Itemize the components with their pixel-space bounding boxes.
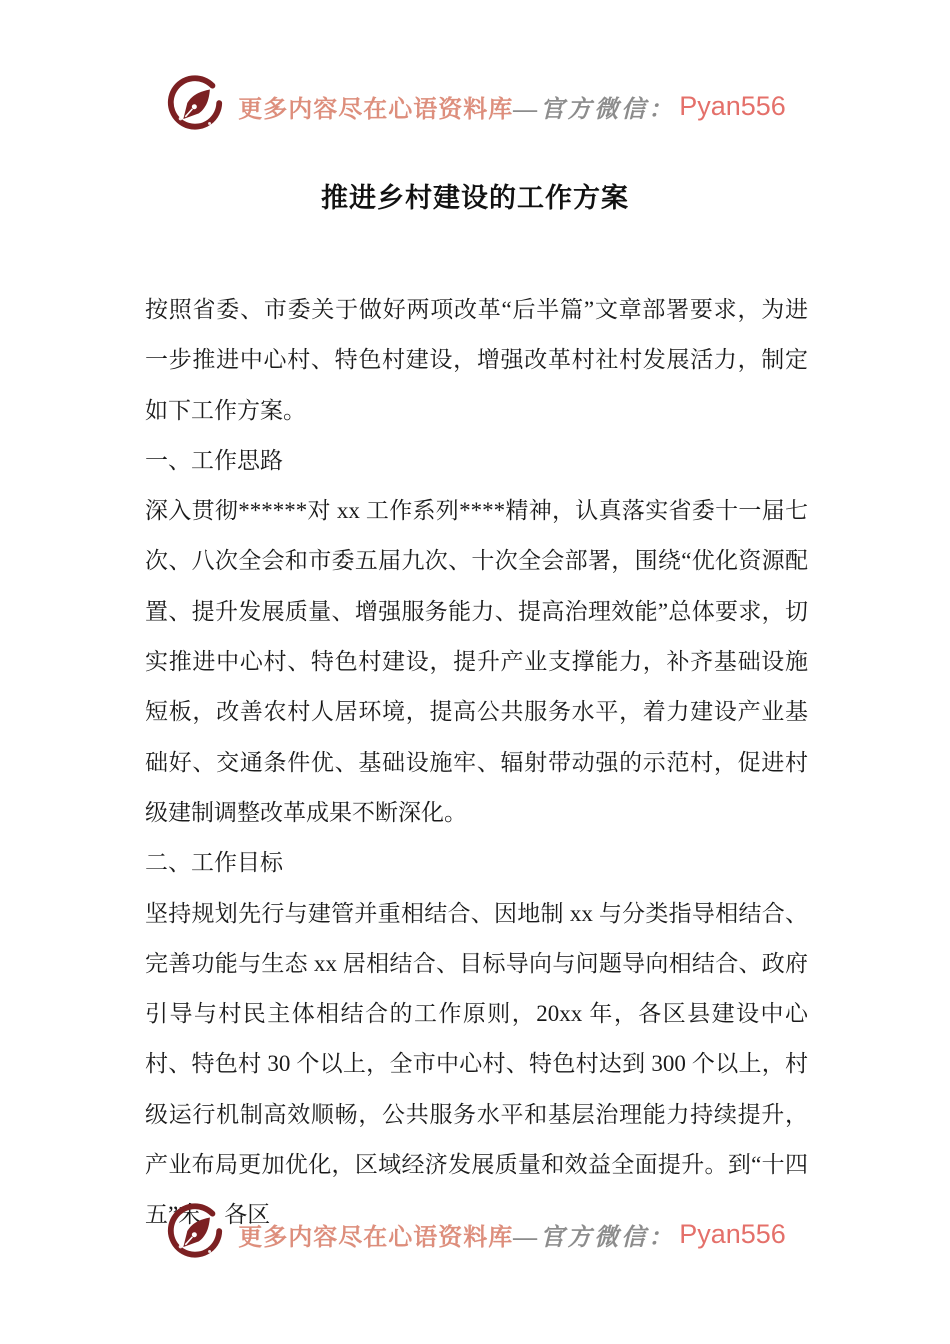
footer-watermark [0,1202,950,1266]
pen-nib-circle-icon [164,74,226,138]
paragraph-intro: 按照省委、市委关于做好两项改革“后半篇”文章部署要求，为进一步推进中心村、特色村建设，增强改革村社村发展活力，制定如下工作方案。 [145,297,808,423]
document-title: 推进乡村建设的工作方案 [321,183,629,213]
heading-section-1: 一、工作思路 [145,447,283,473]
watermark-wechat-id: Pyan556 [679,90,786,121]
watermark-brand-text: 更多内容尽在心语资料库 [238,1224,514,1251]
paragraph-section-2: 坚持规划先行与建管并重相结合、因地制 xx 与分类指导相结合、完善功能与生态 xx 居相结合、目标导向与问题导向相结合、政府引导与村民主体相结合的工作原则，20xx 年，各区县建设中心村、特色村 30 个以上，全市中心村、特色村达到 300 个以上，村级运行机制高效顺畅，公共服务水平和基层治理能力持续提升，产业布局更加优化，区域经济发展质量和效益全面提升。到“十四五”末，各区 [145,900,808,1228]
watermark-wechat-id: Pyan556 [679,1218,786,1249]
heading-section-2: 二、工作目标 [145,850,283,876]
pen-nib-circle-icon [164,1202,226,1266]
watermark-wechat-label: —官方微信： [513,1224,676,1251]
paragraph-section-1: 深入贯彻******对 xx 工作系列****精神，认真落实省委十一届七次、八次全会和市委五届九次、十次全会部署，围绕“优化资源配置、提升发展质量、增强服务能力、提高治理效能”总体要求，切实推进中心村、特色村建设，提升产业支撑能力，补齐基础设施短板，改善农村人居环境，提高公共服务水平，着力建设产业基础好、交通条件优、基础设施牢、辐射带动强的示范村，促进村级建制调整改革成果不断深化。 [145,498,808,825]
watermark-wechat-label: —官方微信： [513,96,676,123]
document-body [145,285,808,1241]
watermark-brand-text: 更多内容尽在心语资料库 [238,96,514,123]
header-watermark [0,74,950,138]
